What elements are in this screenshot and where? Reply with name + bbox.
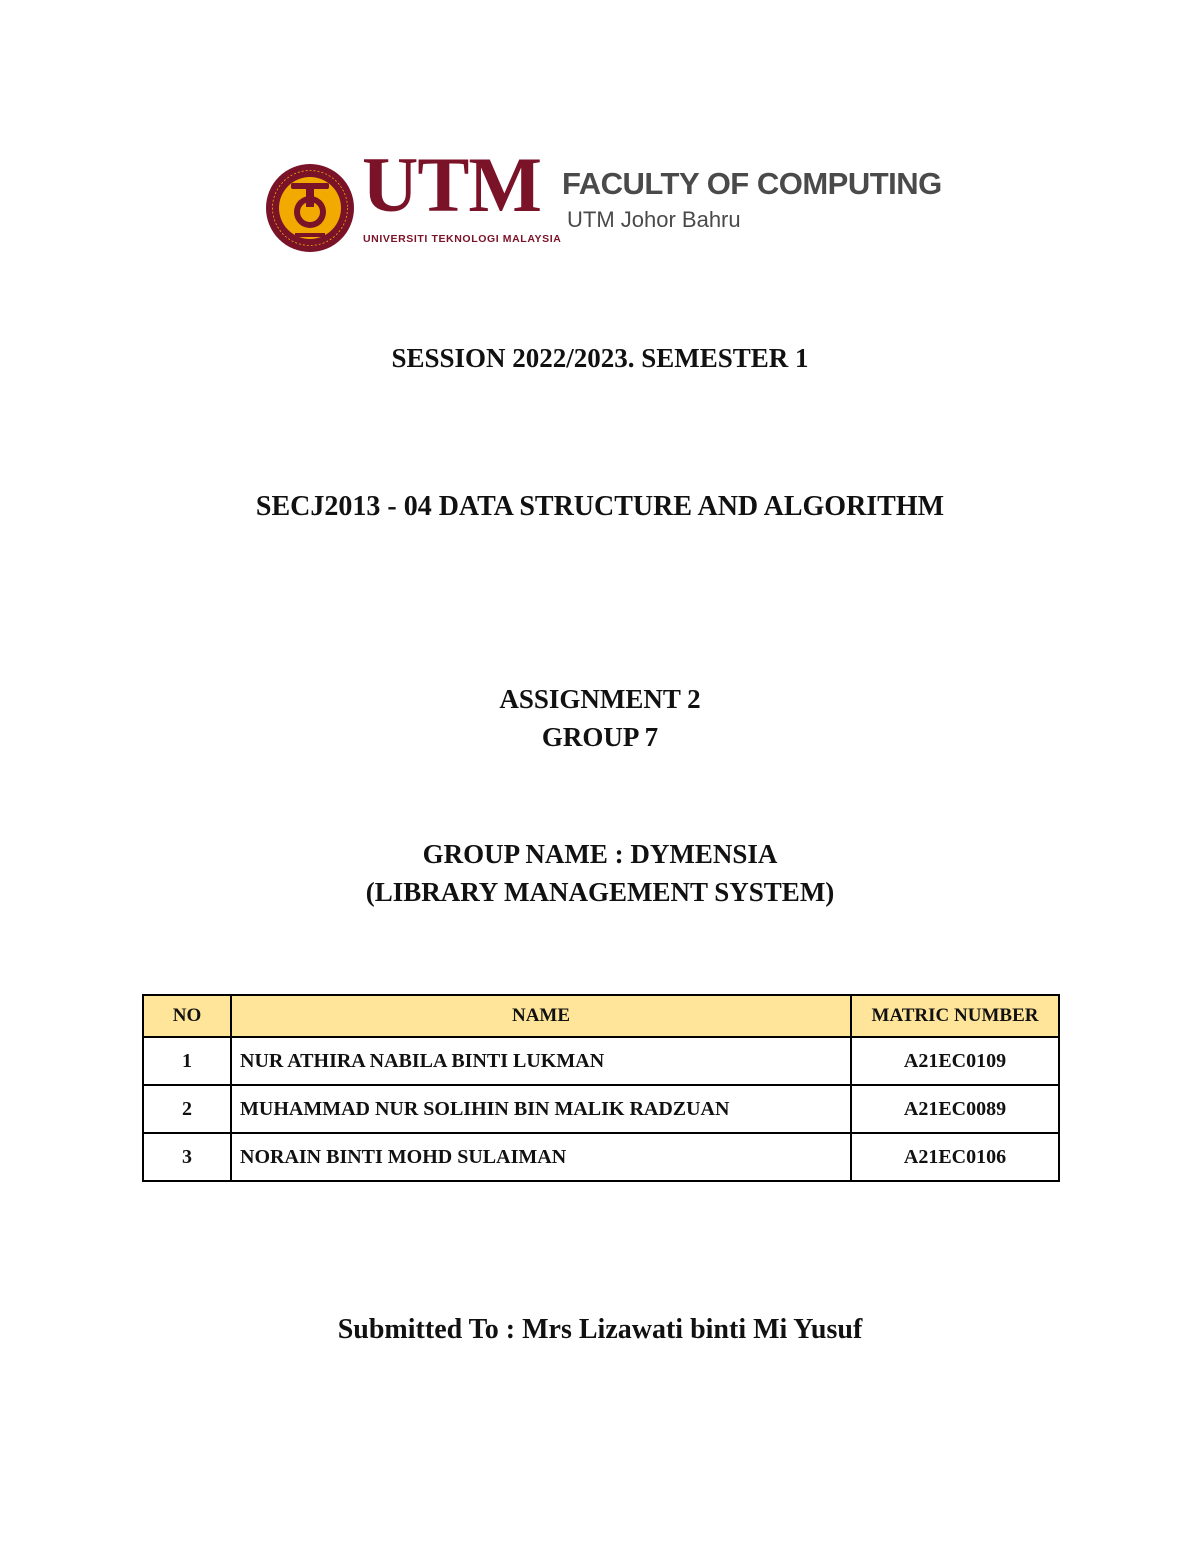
group-name: GROUP NAME : DYMENSIA [422,839,778,869]
member-name: NUR ATHIRA NABILA BINTI LUKMAN [231,1037,851,1085]
table-row [143,1037,1059,1085]
utm-logo-text: UTM [362,141,541,228]
session-line: SESSION 2022/2023. SEMESTER 1 [391,343,809,373]
members-table [142,994,1060,1182]
member-matric: A21EC0109 [851,1037,1059,1085]
member-no: 2 [143,1085,231,1133]
course-title: SECJ2013 - 04 DATA STRUCTURE AND ALGORITHM [255,491,945,522]
table-header-row [143,995,1059,1037]
utm-seal-icon [265,163,355,253]
member-no: 3 [143,1133,231,1181]
member-matric: A21EC0089 [851,1085,1059,1133]
group-number: GROUP 7 [541,722,659,752]
project-title: (LIBRARY MANAGEMENT SYSTEM) [365,877,835,907]
member-name: NORAIN BINTI MOHD SULAIMAN [231,1133,851,1181]
member-matric: A21EC0106 [851,1133,1059,1181]
assignment-title: ASSIGNMENT 2 [499,684,701,714]
submitted-to: Submitted To : Mrs Lizawati binti Mi Yusuf [337,1314,863,1345]
col-header-matric: MATRIC NUMBER [851,995,1059,1037]
col-header-no: NO [143,995,231,1037]
member-no: 1 [143,1037,231,1085]
member-name: MUHAMMAD NUR SOLIHIN BIN MALIK RADZUAN [231,1085,851,1133]
col-header-name: NAME [231,995,851,1037]
table-row [143,1085,1059,1133]
header-logo [265,141,945,255]
table-row [143,1133,1059,1181]
faculty-name: FACULTY OF COMPUTING [562,166,942,201]
utm-logo-subtitle: UNIVERSITI TEKNOLOGI MALAYSIA [363,233,562,245]
campus-name: UTM Johor Bahru [567,207,741,232]
